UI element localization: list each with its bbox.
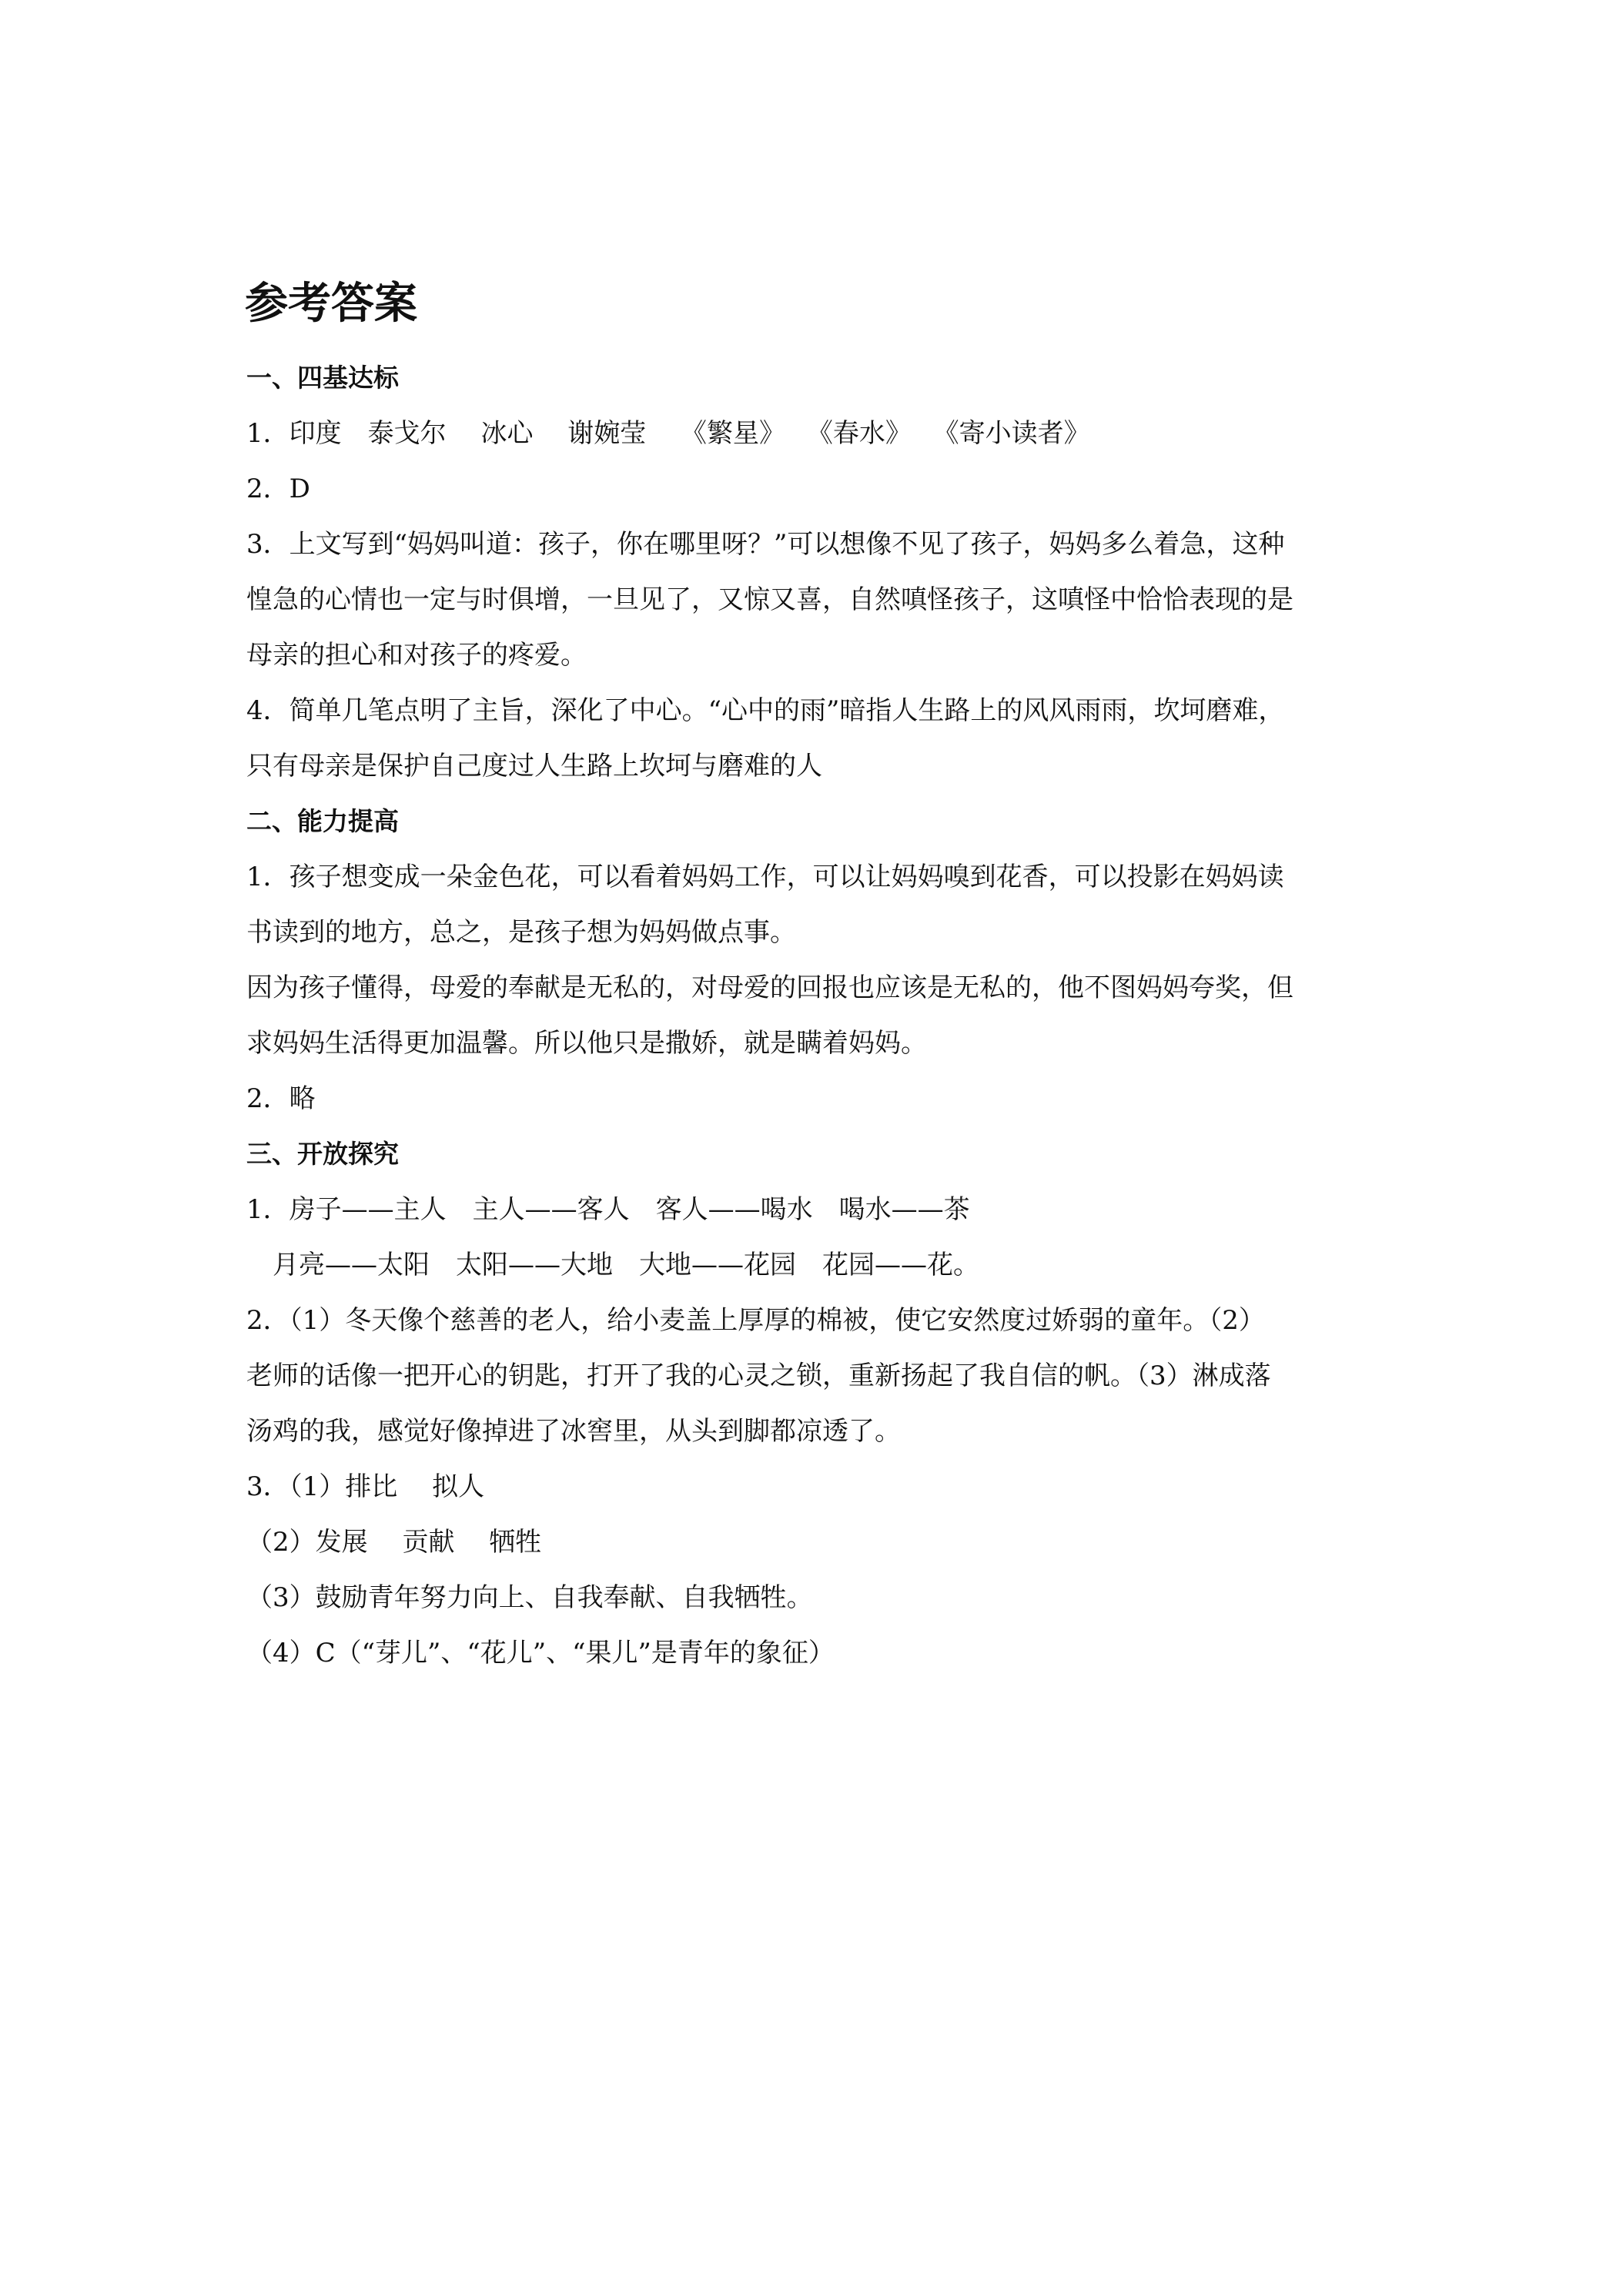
answer-line: （3）鼓励青年努力向上、自我奉献、自我牺牲。 (246, 1582, 813, 1613)
answer-line: 3．上文写到“妈妈叫道：孩子，你在哪里呀？”可以想像不见了孩子，妈妈多么着急，这种 (246, 529, 1285, 560)
answer-line: 4．简单几笔点明了主旨，深化了中心。“心中的雨”暗指人生路上的风风雨雨，坎坷磨难， (246, 695, 1285, 726)
page-title: 参考答案 (245, 279, 417, 329)
answer-line: 求妈妈生活得更加温馨。所以他只是撒娇，就是瞒着妈妈。 (246, 1028, 927, 1059)
section-heading-basic: 一、四基达标 (246, 363, 399, 393)
answer-line: 书读到的地方，总之，是孩子想为妈妈做点事。 (246, 917, 796, 948)
answer-line: 月亮——太阳 太阳——大地 大地——花园 花园——花。 (246, 1250, 979, 1280)
answer-line: 1．印度 泰戈尔 冰心 谢婉莹 《繁星》 《春水》 《寄小读者》 (246, 418, 1090, 449)
answer-line: 惶急的心情也一定与时俱增，一旦见了，又惊又喜，自然嗔怪孩子，这嗔怪中恰恰表现的是 (246, 584, 1293, 615)
answer-line: （4）C（“芽儿”、“花儿”、“果儿”是青年的象征） (246, 1638, 835, 1668)
answer-line: 母亲的担心和对孩子的疼爱。 (246, 640, 587, 671)
section-heading-open: 三、开放探究 (246, 1139, 399, 1169)
answer-line: 2．D (246, 474, 310, 504)
answer-body (246, 350, 1401, 1681)
answer-line: 老师的话像一把开心的钥匙，打开了我的心灵之锁，重新扬起了我自信的帆。（3）淋成落 (246, 1361, 1271, 1391)
answer-line: 只有母亲是保护自己度过人生路上坎坷与磨难的人 (246, 751, 822, 782)
answer-line: 汤鸡的我，感觉好像掉进了冰窖里，从头到脚都凉透了。 (246, 1416, 901, 1447)
answer-line: 2．（1）冬天像个慈善的老人，给小麦盖上厚厚的棉被，使它安然度过娇弱的童年。（2） (246, 1305, 1265, 1336)
answer-line: 2．略 (246, 1083, 316, 1114)
answer-line: 1．房子——主人 主人——客人 客人——喝水 喝水——茶 (246, 1194, 970, 1225)
answer-line: 因为孩子懂得，母爱的奉献是无私的，对母爱的回报也应该是无私的，他不图妈妈夸奖，但 (246, 972, 1293, 1003)
answer-line: 3．（1）排比 拟人 (246, 1471, 485, 1502)
answer-line: 1．孩子想变成一朵金色花，可以看着妈妈工作，可以让妈妈嗅到花香，可以投影在妈妈读 (246, 862, 1284, 892)
answer-line: （2）发展 贡献 牺牲 (246, 1527, 542, 1558)
section-heading-ability: 二、能力提高 (246, 806, 399, 836)
